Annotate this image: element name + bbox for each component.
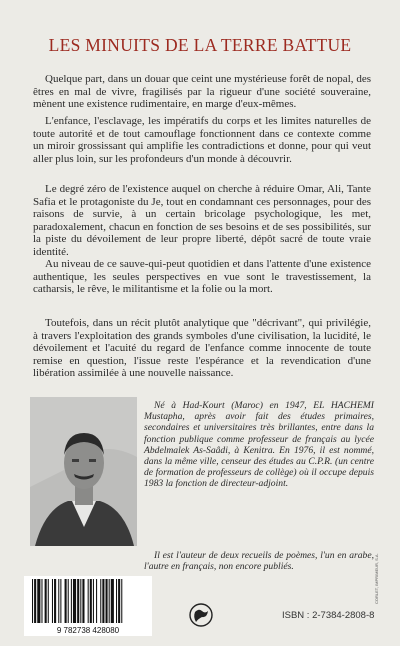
- book-title: LES MINUITS DE LA TERRE BATTUE: [48, 35, 352, 55]
- blurb-paragraph-1: Quelque part, dans un douar que ceint une mystérieuse forêt de nopal, des êtres en mal de vivre, fragilisés par la rigueur d'une société souveraine, mènent une existence rudimentaire, en marge d'eux-mêmes.: [33, 73, 371, 111]
- blurb-paragraph-2: L'enfance, l'esclavage, les impératifs du corps et les limites naturelles de toute autorité et de tout camouflage fonctionnent dans ce contexte comme un miroir grossissant qui amplifie les contradictions et donne, pour qui veut aller plus loin, sur les profondeurs d'un monde à découvrir.: [33, 115, 371, 165]
- barcode-bar: [60, 579, 61, 623]
- author-bio-poems: Il est l'auteur de deux recueils de poèmes, l'un en arabe, l'autre en français, non encore publiés.: [144, 550, 374, 573]
- barcode-bar: [45, 579, 47, 623]
- blurb-paragraph-5: Toutefois, dans un récit plutôt analytique que "décrivant", qui privilégie, à travers l'exploitation des grands symboles d'une civilisation, la lucidité, le dévoilement et l'acuité du regard de l'enfance comme innocente de toute remise en question, l'issue reste l'espérance et la revendication d'une libération assimilée à une nouvelle naissance.: [33, 317, 371, 380]
- barcode-bar: [102, 579, 104, 623]
- barcode-bar: [68, 579, 69, 623]
- barcode-bar: [65, 579, 67, 623]
- barcode-bar: [77, 579, 79, 623]
- barcode-bar: [96, 579, 97, 623]
- barcode-bar: [100, 579, 101, 623]
- blurb-paragraph-3: Le degré zéro de l'existence auquel on cherche à réduire Omar, Ali, Tante Safia et le protagoniste du Je, tout en condamnant ces personnages, pour des raisons de survie, à un certain bricolage psychologique, les met, paradoxalement, chacun en fonction de ses besoins et de ses possibilités, sur la piste du dévoilement de leur propre liberté, dépôt sacré de toute vraie identité.: [33, 183, 371, 258]
- barcode-bar: [52, 579, 53, 623]
- barcode-bar: [32, 579, 33, 623]
- barcode-bar: [58, 579, 59, 623]
- isbn-number: ISBN : 2-7384-2808-8: [282, 610, 375, 621]
- barcode: [24, 576, 152, 636]
- barcode-bar: [93, 579, 94, 623]
- barcode-bar: [73, 579, 76, 623]
- author-bio: Né à Had-Kourt (Maroc) en 1947, EL HACHEMI Mustapha, après avoir fait des études primaires, secondaires et universitaires très brillantes, entre dans la fonction publique comme professeur de français au lycée Abdelmalek As-Saâdi, à Kenitra. En 1976, il est nommé, dans la même ville, censeur des études au C.P.R. (un centre de formation de professeurs de collège) où il occupe depuis 1983 la fonction de directeur-adjoint.: [144, 400, 374, 490]
- barcode-bar: [48, 579, 49, 623]
- barcode-bar: [90, 579, 92, 623]
- barcode-bar: [88, 579, 89, 623]
- blurb-paragraph-4: Au niveau de ce sauve-qui-peut quotidien et dans l'attente d'une existence authentique, les seules perspectives en vue sont le travestissement, la catharsis, le rêve, le militantisme et la folie ou la mort.: [33, 258, 371, 296]
- author-photo: [30, 397, 137, 546]
- barcode-bar: [106, 579, 108, 623]
- barcode-number: 9 782738 428080: [56, 626, 120, 635]
- barcode-bar: [118, 579, 120, 623]
- barcode-bar: [41, 579, 42, 623]
- barcode-bar: [34, 579, 36, 623]
- barcode-bar: [71, 579, 72, 623]
- barcode-bar: [109, 579, 110, 623]
- barcode-bar: [80, 579, 81, 623]
- barcode-bar: [82, 579, 84, 623]
- publisher-logo-icon: [188, 602, 214, 628]
- barcode-bar: [37, 579, 40, 623]
- barcode-bar: [116, 579, 117, 623]
- barcode-bar: [54, 579, 56, 623]
- printer-imprint: CORLET, IMPRIMEUR, S.A.: [374, 553, 379, 604]
- barcode-bar: [111, 579, 114, 623]
- barcode-bar: [121, 579, 122, 623]
